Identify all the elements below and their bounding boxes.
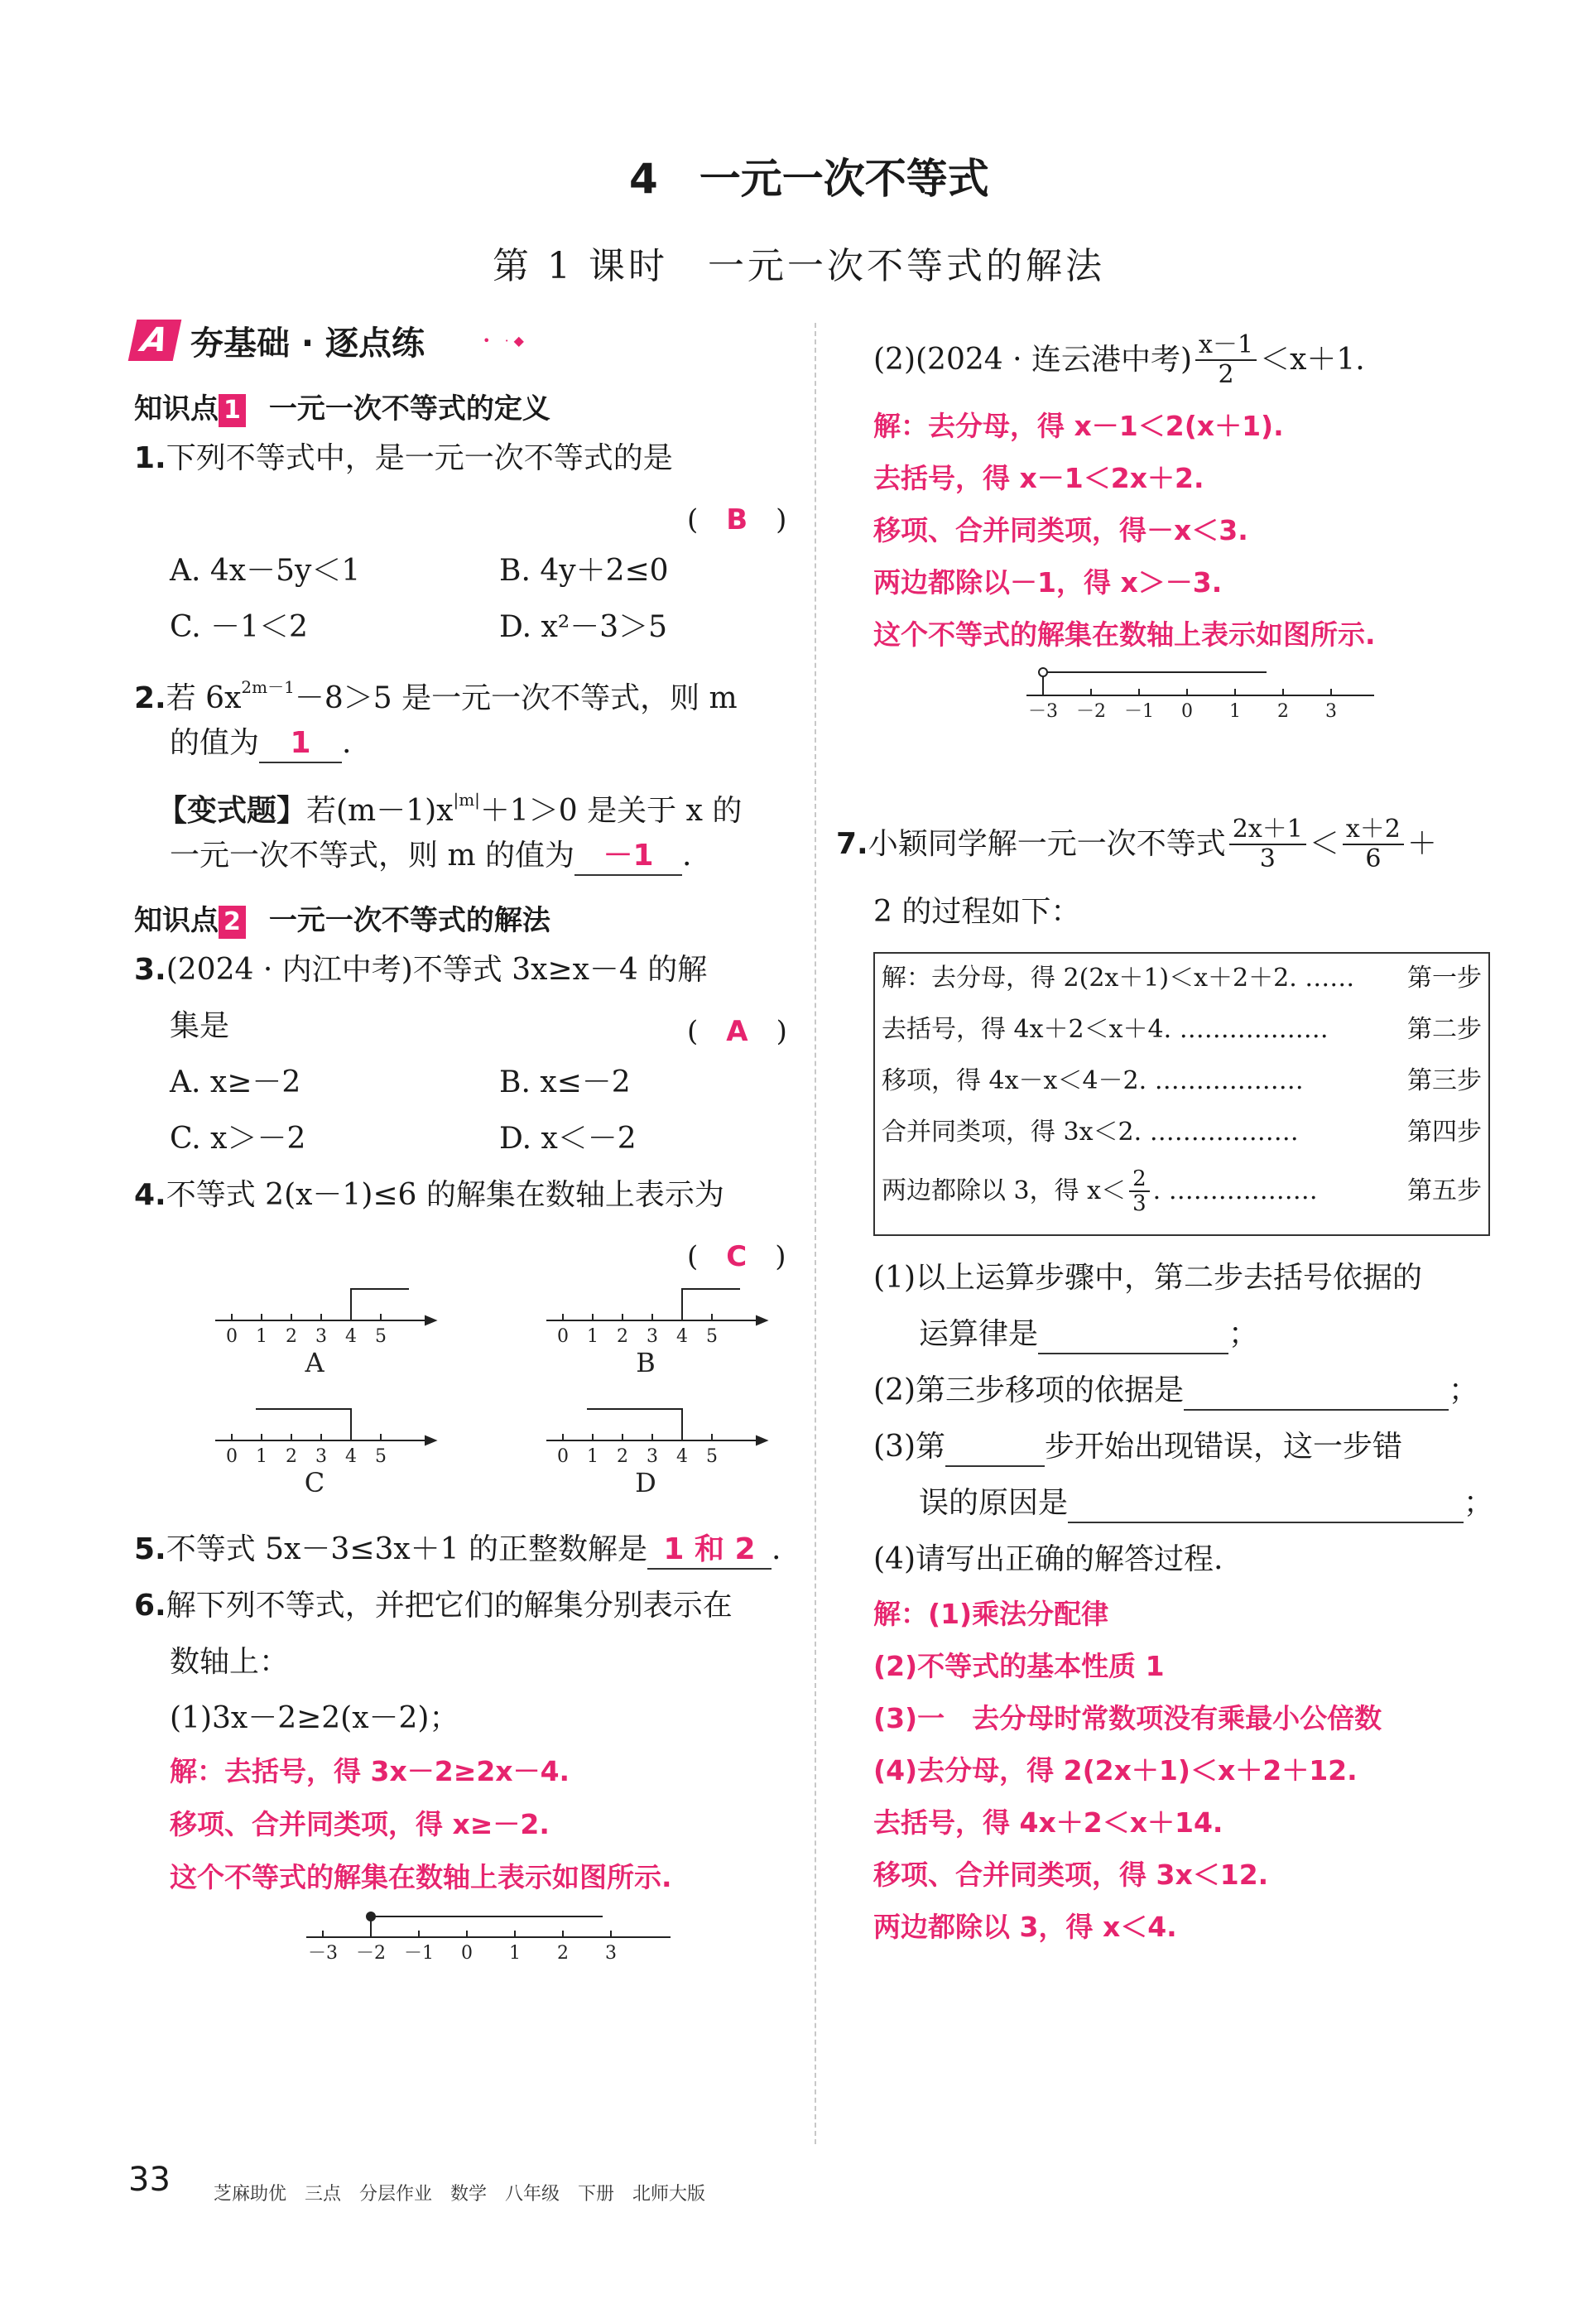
q7-answer-6: 移项、合并同类项，得 3x＜12. [873, 1859, 1269, 1891]
variant-text-3: 一元一次不等式，则 m 的值为 [170, 839, 575, 873]
q7-answer-5: 去括号，得 4x＋2＜x＋14. [873, 1806, 1223, 1839]
q6-sol2-line1: 解：去分母，得 x－1＜2(x＋1). [873, 410, 1284, 442]
q1-text: 下列不等式中，是一元一次不等式的是 [166, 441, 673, 475]
q2-answer-blank: 1 [259, 725, 342, 763]
q5-stem [134, 1532, 781, 1570]
q6-axis1-tick-label: 3 [605, 1943, 617, 1964]
q4-figure-c-arrow [425, 1436, 435, 1445]
step-label: 第三步 [1407, 1066, 1482, 1095]
q2-number: 2. [134, 681, 166, 715]
q7-sub3-line1 [873, 1429, 1402, 1467]
variant-text-2: ＋1＞0 是关于 x 的 [479, 794, 743, 828]
q4-figure-a-label: A [305, 1347, 324, 1378]
q4-figure-d-tick-label: 2 [617, 1446, 628, 1467]
q6-sol2-line5: 这个不等式的解集在数轴上表示如图所示. [873, 618, 1376, 651]
q4-figures [207, 1279, 770, 1519]
step-label: 第四步 [1407, 1118, 1482, 1147]
q4-figure-c-ray [256, 1409, 351, 1440]
variant-exponent: |m| [453, 790, 480, 810]
q1-option-a: A. 4x－5y＜1 [170, 554, 361, 588]
q4-figure-d-arrow [757, 1436, 767, 1445]
q7-sub1-line1: (1)以上运算步骤中，第二步去括号依据的 [873, 1261, 1422, 1295]
q4-figure-a-tick-label: 5 [375, 1326, 387, 1347]
q4-figure-b-tick-label: 4 [676, 1326, 688, 1347]
q6-axis2-tick-label: －1 [1124, 701, 1154, 722]
q6-sol1-line2: 移项、合并同类项，得 x≥－2. [170, 1808, 550, 1840]
q4-answer: C [726, 1240, 748, 1273]
q4-figure-a-tick-label: 4 [345, 1326, 357, 1347]
q2-exponent: 2m－1 [241, 677, 295, 697]
q7-step-4 [882, 1114, 1482, 1151]
q4-figure-b-tick-label: 2 [617, 1326, 628, 1347]
q1-option-d: D. x²－3＞5 [499, 610, 668, 644]
q2-variant-line1 [157, 781, 742, 830]
q7-sub3-line2 [919, 1485, 1493, 1523]
lesson-title: 第 1 课时 一元一次不等式的解法 [493, 245, 1105, 287]
q6-part1: (1)3x－2≥2(x－2)； [170, 1701, 459, 1735]
q4-figure-d-tick-label: 1 [587, 1446, 598, 1467]
q6-axis1-tick-label: －1 [404, 1943, 434, 1964]
q6-axis2-tick-label: －3 [1028, 701, 1058, 722]
knowledge-point-1 [134, 386, 550, 427]
fraction-denominator: 6 [1365, 844, 1382, 873]
variant-answer-blank: －1 [574, 838, 682, 876]
q5-number: 5. [134, 1532, 166, 1566]
q7-plus: ＋ [1406, 827, 1437, 861]
q6-axis2-tick-label: －2 [1076, 701, 1106, 722]
variant-label: 【变式题】 [157, 794, 307, 828]
q3-line2: 集是 [170, 1009, 230, 1043]
q4-figure-d-tick-label: 3 [647, 1446, 658, 1467]
q7-answer-1: 解：(1)乘法分配律 [873, 1598, 1109, 1630]
q3-answer: A [726, 1015, 748, 1048]
kp-number: 1 [219, 394, 246, 427]
q3-option-b: B. x≤－2 [499, 1065, 631, 1099]
q4-figure-a-tick-label: 1 [256, 1326, 267, 1347]
q7-stem [836, 815, 1437, 873]
q6-part2-prefix: (2)(2024 · 连云港中考) [873, 343, 1193, 377]
q7-text-a: 小颖同学解一元一次不等式 [868, 827, 1226, 861]
q4-figure-c-label: C [304, 1467, 325, 1498]
sub2-blank[interactable] [1184, 1373, 1449, 1411]
fraction-denominator: 3 [1259, 844, 1276, 873]
q6-axis1-tick-label: 0 [461, 1943, 473, 1964]
q6-sol1-line1: 解：去括号，得 3x－2≥2x－4. [170, 1755, 570, 1787]
q4-figure-c-tick-label: 3 [315, 1446, 327, 1467]
q6-axis1-solid-point [367, 1912, 375, 1921]
q4-answer-paren: ( C ) [687, 1240, 786, 1273]
q7-answer-4: (4)去分母，得 2(2x＋1)＜x＋2＋12. [873, 1754, 1358, 1787]
section-title: 夯基础 · 逐点练 [190, 324, 425, 363]
step-text: 合并同类项，得 3x＜2. ……………… [882, 1118, 1299, 1147]
q1-number: 1. [134, 441, 166, 475]
q6-part1-number-line [290, 1904, 671, 1970]
q7-answer-7: 两边都除以 3，得 x＜4. [873, 1911, 1177, 1943]
q2-text-3: 的值为 [170, 726, 260, 760]
q4-number: 4. [134, 1178, 166, 1212]
q6-part2-fraction [1195, 331, 1257, 389]
q6-axis2-tick-label: 2 [1277, 701, 1289, 722]
q3-option-d: D. x＜－2 [499, 1122, 637, 1156]
fraction-denominator: 2 [1218, 360, 1234, 389]
q7-line2: 2 的过程如下： [873, 895, 1081, 929]
q6-number: 6. [134, 1589, 166, 1623]
fraction-denominator: 3 [1132, 1191, 1147, 1216]
q5-answer-blank: 1 和 2 [647, 1532, 772, 1570]
q3-answer-paren: ( A ) [687, 1015, 787, 1048]
q4-figure-a-tick-label: 0 [226, 1326, 238, 1347]
q6-part2-number-line [993, 662, 1374, 729]
kp-title: 一元一次不等式的解法 [268, 904, 550, 937]
q7-sub4: (4)请写出正确的解答过程. [873, 1542, 1223, 1576]
step-text: 移项，得 4x－x＜4－2. ……………… [882, 1066, 1304, 1095]
q4-figure-c-tick-label: 4 [345, 1446, 357, 1467]
q6-part2 [873, 331, 1365, 389]
q3-number: 3. [134, 953, 166, 987]
q6-stem [134, 1588, 733, 1624]
sub3-semicolon: ； [1464, 1486, 1494, 1520]
q7-step-2 [882, 1012, 1482, 1048]
sub3-text-2: 误的原因是 [919, 1486, 1069, 1520]
q4-figure-b-tick-label: 1 [587, 1326, 598, 1347]
q1-answer: B [726, 503, 748, 536]
q4-figure-b-tick-label: 3 [647, 1326, 658, 1347]
q6-text-1: 解下列不等式，并把它们的解集分别表示在 [166, 1589, 733, 1623]
q4-stem [134, 1177, 724, 1214]
q5-text: 不等式 5x－3≤3x＋1 的正整数解是 [166, 1532, 648, 1566]
sub1-text: 运算律是 [919, 1317, 1039, 1351]
q7-number: 7. [836, 827, 868, 861]
q7-step-1 [882, 960, 1482, 997]
sub2-semicolon: ； [1449, 1373, 1479, 1407]
q6-axis1-tick-label: －3 [308, 1943, 338, 1964]
section-header [132, 319, 529, 362]
q6-line2: 数轴上： [170, 1645, 290, 1679]
kp-number: 2 [219, 906, 246, 939]
step-text: 去括号，得 4x＋2＜x＋4. ……………… [882, 1015, 1329, 1044]
fraction-numerator: x＋2 [1343, 815, 1404, 845]
sub1-semicolon: ； [1228, 1317, 1259, 1351]
q2-end: . [342, 726, 352, 760]
kp-label: 知识点 [134, 392, 219, 426]
q4-text: 不等式 2(x－1)≤6 的解集在数轴上表示为 [166, 1178, 724, 1212]
fraction-numerator: x－1 [1195, 331, 1257, 361]
sub3-reason-blank[interactable] [1068, 1485, 1464, 1523]
q2-stem [134, 669, 738, 717]
q6-axis1-tick-label: －2 [356, 1943, 386, 1964]
q4-figure-a-tick-label: 2 [286, 1326, 297, 1347]
knowledge-point-2 [134, 897, 550, 939]
sub3-text-post: 步开始出现错误，这一步错 [1045, 1430, 1403, 1464]
q3-stem [134, 952, 707, 988]
q7-fraction-1 [1229, 815, 1306, 873]
column-divider [815, 323, 816, 2144]
q4-figure-a-arrow [425, 1316, 435, 1325]
q4-figure-d-tick-label: 0 [557, 1446, 569, 1467]
step-text: 两边都除以 3，得 x＜ [882, 1176, 1127, 1205]
step-text-end: . ……………… [1152, 1176, 1318, 1205]
q7-fraction-2 [1343, 815, 1404, 873]
q6-part2-suffix: ＜x＋1. [1260, 343, 1365, 377]
q7-step-3 [882, 1063, 1482, 1099]
step-label: 第二步 [1407, 1015, 1482, 1044]
q4-figure-b-label: B [636, 1347, 656, 1378]
step-label: 第五步 [1407, 1176, 1482, 1205]
step-fraction [1129, 1167, 1150, 1215]
q2-line2 [170, 725, 351, 763]
step-text: 解：去分母，得 2(2x＋1)＜x＋2＋2. …… [882, 964, 1355, 993]
variant-end: . [682, 839, 692, 873]
q4-figure-d-label: D [635, 1467, 656, 1498]
q4-figure-d-ray [587, 1409, 682, 1440]
q3-text-1: (2024 · 内江中考)不等式 3x≥x－4 的解 [166, 953, 708, 987]
q1-option-b: B. 4y＋2≤0 [499, 554, 669, 588]
page-number: 33 [128, 2161, 171, 2199]
q2-text-2: －8＞5 是一元一次不等式，则 m [294, 681, 738, 715]
q4-figure-d-tick-label: 4 [676, 1446, 688, 1467]
step-label: 第一步 [1407, 964, 1482, 993]
q7-sub1-line2 [919, 1316, 1258, 1354]
q6-axis1-tick-label: 2 [557, 1943, 569, 1964]
q4-figure-c-tick-label: 5 [375, 1446, 387, 1467]
q4-figure-c-tick-label: 2 [286, 1446, 297, 1467]
q5-end: . [772, 1532, 781, 1566]
kp-title: 一元一次不等式的定义 [268, 392, 550, 426]
q4-figure-c-tick-label: 0 [226, 1446, 238, 1467]
section-decoration: • ·◆ [483, 332, 529, 349]
q7-sub2 [873, 1373, 1478, 1411]
q6-sol2-line3: 移项、合并同类项，得－x＜3. [873, 514, 1248, 546]
fraction-numerator: 2 [1129, 1167, 1150, 1192]
sub3-step-blank[interactable] [945, 1429, 1045, 1467]
q6-sol1-line3: 这个不等式的解集在数轴上表示如图所示. [170, 1861, 672, 1893]
kp-label: 知识点 [134, 904, 219, 937]
q6-axis2-tick-label: 1 [1229, 701, 1241, 722]
q4-figure-d-tick-label: 5 [706, 1446, 718, 1467]
q7-answer-3: (3)一 去分母时常数项没有乘最小公倍数 [873, 1702, 1382, 1734]
q1-stem [134, 440, 673, 477]
q7-less-than: ＜ [1309, 827, 1339, 861]
q6-axis1-tick-label: 1 [509, 1943, 521, 1964]
q3-option-c: C. x＞－2 [170, 1122, 306, 1156]
q6-axis2-tick-label: 0 [1181, 701, 1193, 722]
footer-text: 芝麻助优 三点 分层作业 数学 八年级 下册 北师大版 [214, 2184, 706, 2205]
q2-variant-line2 [170, 838, 691, 876]
q6-axis2-open-point [1039, 668, 1047, 676]
sub3-text-pre: (3)第 [873, 1430, 945, 1464]
q1-answer-paren: ( B ) [687, 503, 787, 536]
q7-step-5 [882, 1167, 1482, 1215]
q2-text-1: 若 6x [166, 681, 242, 715]
q4-figure-b-tick-label: 0 [557, 1326, 569, 1347]
q6-sol2-line2: 去括号，得 x－1＜2x＋2. [873, 462, 1204, 494]
q6-axis2-tick-label: 3 [1325, 701, 1337, 722]
q3-option-a: A. x≥－2 [170, 1065, 301, 1099]
fraction-numerator: 2x＋1 [1229, 815, 1306, 845]
q4-figure-b-arrow [757, 1316, 767, 1325]
q4-figure-c-tick-label: 1 [256, 1446, 267, 1467]
chapter-title: 4 一元一次不等式 [629, 155, 989, 203]
q4-figure-b-tick-label: 5 [706, 1326, 718, 1347]
variant-text-1: 若(m－1)x [306, 794, 454, 828]
sub2-text: (2)第三步移项的依据是 [873, 1373, 1184, 1407]
q7-answer-2: (2)不等式的基本性质 1 [873, 1650, 1165, 1682]
sub1-blank[interactable] [1038, 1316, 1228, 1354]
section-badge: A [128, 320, 182, 361]
q6-sol2-line4: 两边都除以－1，得 x＞－3. [873, 566, 1223, 599]
q4-figure-a-tick-label: 3 [315, 1326, 327, 1347]
q1-option-c: C. －1＜2 [170, 610, 308, 644]
